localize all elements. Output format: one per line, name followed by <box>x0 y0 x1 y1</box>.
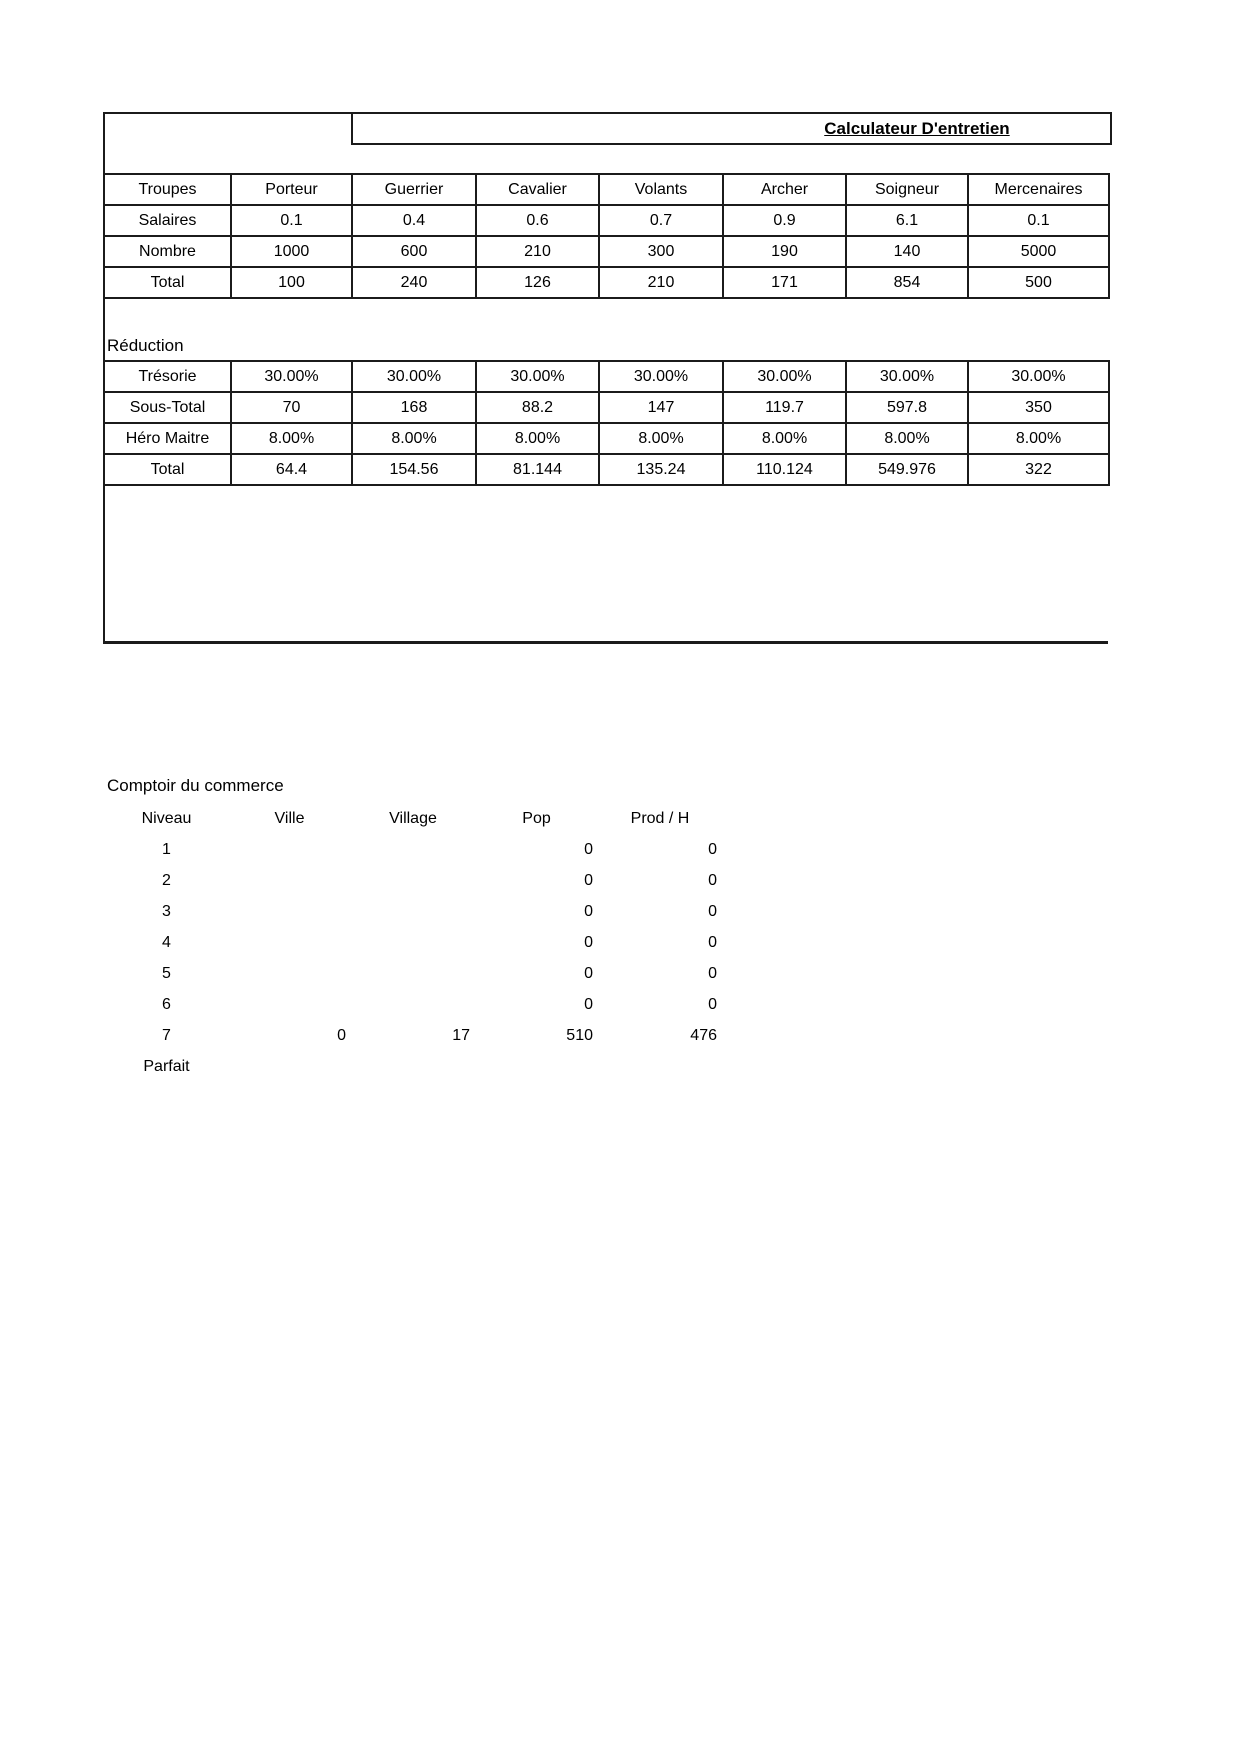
cell-niveau: 6 <box>162 995 171 1013</box>
cell-prod: 0 <box>708 995 717 1013</box>
cell-value: 30.00% <box>723 361 846 392</box>
cell-value: 154.56 <box>352 454 476 485</box>
troops-table <box>103 173 1110 299</box>
cell-value: 81.144 <box>476 454 599 485</box>
column-header: Soigneur <box>846 174 968 205</box>
cell-prod: 0 <box>708 964 717 982</box>
cell-value: 30.00% <box>599 361 723 392</box>
table-row-salaires <box>104 205 1109 236</box>
table-row-tresorie <box>104 361 1109 392</box>
column-header: Prod / H <box>630 809 690 827</box>
cell-village <box>351 834 475 865</box>
cell-village <box>351 958 475 989</box>
reduction-table <box>103 360 1110 486</box>
cell-prod: 476 <box>690 1026 717 1044</box>
cell-value: 240 <box>352 267 476 298</box>
cell-value: 88.2 <box>476 392 599 423</box>
cell-value: 322 <box>968 454 1109 485</box>
column-header: Archer <box>723 174 846 205</box>
row-label: Total <box>104 267 231 298</box>
cell-value: 0.9 <box>723 205 846 236</box>
cell-value: 147 <box>599 392 723 423</box>
cell-value: 140 <box>846 236 968 267</box>
cell-pop: 0 <box>584 902 593 920</box>
column-header: Village <box>389 809 437 827</box>
cell-niveau: 3 <box>162 902 171 920</box>
column-header: Mercenaires <box>968 174 1109 205</box>
commerce-section-title: Comptoir du commerce <box>107 776 284 795</box>
column-header: Porteur <box>231 174 352 205</box>
cell-value: 600 <box>352 236 476 267</box>
cell-ville <box>228 834 351 865</box>
commerce-table <box>105 803 722 1082</box>
column-header: Guerrier <box>352 174 476 205</box>
cell-niveau: 4 <box>162 933 171 951</box>
cell-value: 30.00% <box>846 361 968 392</box>
cell-value: 597.8 <box>846 392 968 423</box>
cell-prod: 0 <box>708 871 717 889</box>
cell-prod: 0 <box>708 933 717 951</box>
cell-village <box>351 989 475 1020</box>
cell-value: 0.4 <box>352 205 476 236</box>
cell-value: 300 <box>599 236 723 267</box>
cell-value: 100 <box>231 267 352 298</box>
cell-ville <box>228 927 351 958</box>
cell-value: 210 <box>599 267 723 298</box>
cell-ville <box>228 958 351 989</box>
cell-niveau: 2 <box>162 871 171 889</box>
table-row-reduction-total <box>104 454 1109 485</box>
column-header: Volants <box>599 174 723 205</box>
cell-village <box>351 865 475 896</box>
troops-header-row <box>104 174 1109 205</box>
cell-niveau: 1 <box>162 840 171 858</box>
cell-value: 210 <box>476 236 599 267</box>
row-label: Sous-Total <box>104 392 231 423</box>
cell-prod: 0 <box>708 902 717 920</box>
cell-value: 8.00% <box>846 423 968 454</box>
cell-pop: 0 <box>584 995 593 1013</box>
column-header: Niveau <box>141 809 192 827</box>
table-row-hero-maitre <box>104 423 1109 454</box>
commerce-footer-label: Parfait <box>143 1057 190 1075</box>
cell-value: 8.00% <box>352 423 476 454</box>
cell-value: 8.00% <box>599 423 723 454</box>
cell-ville <box>228 896 351 927</box>
row-label: Trésorie <box>104 361 231 392</box>
cell-value: 854 <box>846 267 968 298</box>
column-header: Cavalier <box>476 174 599 205</box>
title-bar <box>351 112 1112 145</box>
reduction-section-label: Réduction <box>107 336 184 355</box>
row-label: Héro Maitre <box>104 423 231 454</box>
cell-value: 0.7 <box>599 205 723 236</box>
cell-value: 500 <box>968 267 1109 298</box>
cell-value: 0.6 <box>476 205 599 236</box>
cell-value: 168 <box>352 392 476 423</box>
cell-value: 126 <box>476 267 599 298</box>
table-row-nombre <box>104 236 1109 267</box>
cell-niveau: 7 <box>162 1026 171 1044</box>
cell-value: 8.00% <box>476 423 599 454</box>
cell-value: 350 <box>968 392 1109 423</box>
cell-value: 110.124 <box>723 454 846 485</box>
cell-value: 8.00% <box>723 423 846 454</box>
row-label: Salaires <box>104 205 231 236</box>
cell-pop: 0 <box>584 871 593 889</box>
cell-village: 17 <box>452 1026 470 1044</box>
row-label: Nombre <box>104 236 231 267</box>
cell-pop: 0 <box>584 964 593 982</box>
cell-value: 171 <box>723 267 846 298</box>
cell-value: 70 <box>231 392 352 423</box>
page-title: Calculateur D'entretien <box>824 118 1010 138</box>
cell-pop: 0 <box>584 933 593 951</box>
cell-value: 30.00% <box>352 361 476 392</box>
cell-value: 30.00% <box>968 361 1109 392</box>
table-row-sous-total <box>104 392 1109 423</box>
cell-value: 549.976 <box>846 454 968 485</box>
column-header: Pop <box>522 809 551 827</box>
cell-value: 0.1 <box>231 205 352 236</box>
cell-pop: 0 <box>584 840 593 858</box>
maintenance-calculator-panel <box>103 112 1108 644</box>
table-row-total <box>104 267 1109 298</box>
column-header: Ville <box>274 809 305 827</box>
cell-value: 0.1 <box>968 205 1109 236</box>
cell-ville <box>228 989 351 1020</box>
cell-value: 30.00% <box>231 361 352 392</box>
cell-value: 8.00% <box>968 423 1109 454</box>
row-label: Total <box>104 454 231 485</box>
cell-niveau: 5 <box>162 964 171 982</box>
cell-value: 119.7 <box>723 392 846 423</box>
cell-ville <box>228 865 351 896</box>
cell-village <box>351 927 475 958</box>
cell-value: 5000 <box>968 236 1109 267</box>
cell-value: 1000 <box>231 236 352 267</box>
cell-value: 8.00% <box>231 423 352 454</box>
cell-value: 30.00% <box>476 361 599 392</box>
cell-value: 64.4 <box>231 454 352 485</box>
cell-ville: 0 <box>337 1026 346 1044</box>
cell-village <box>351 896 475 927</box>
cell-prod: 0 <box>708 840 717 858</box>
cell-value: 6.1 <box>846 205 968 236</box>
cell-value: 190 <box>723 236 846 267</box>
cell-value: 135.24 <box>599 454 723 485</box>
column-header: Troupes <box>104 174 231 205</box>
cell-pop: 510 <box>566 1026 593 1044</box>
